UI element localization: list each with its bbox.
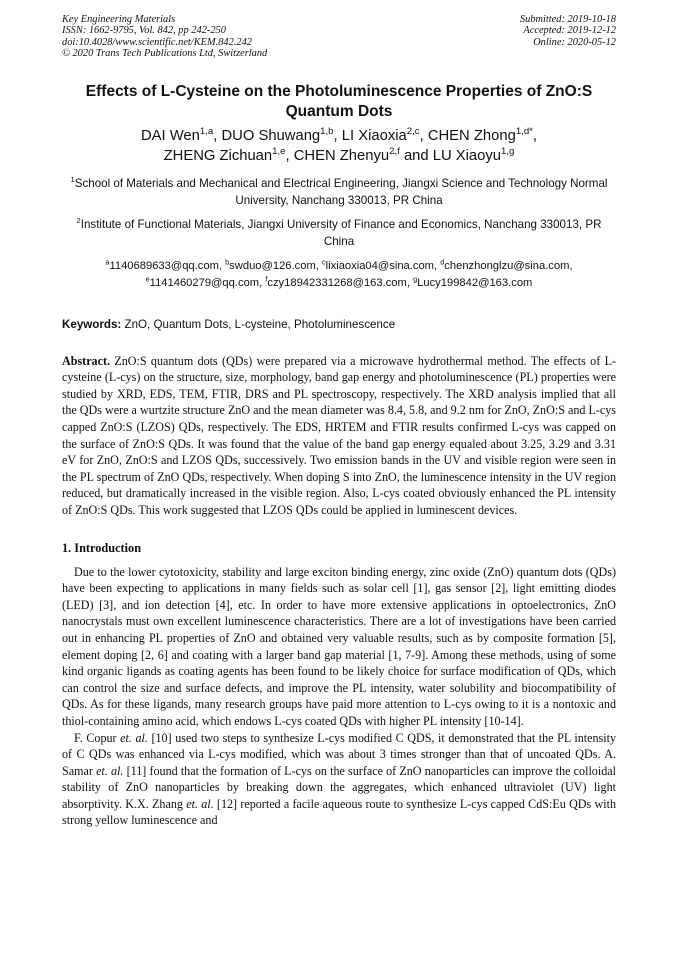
italic-run: et. al.	[186, 796, 214, 811]
journal-name: Key Engineering Materials	[62, 14, 176, 25]
email-separator: ,	[569, 259, 573, 272]
author-affiliation-mark: 1,g	[501, 146, 515, 158]
email-mark: f	[265, 273, 268, 283]
email-address[interactable]: 1141460279@qq.com	[149, 276, 260, 289]
author-name: LI Xiaoxia	[341, 127, 407, 144]
copyright-line: © 2020 Trans Tech Publications Ltd, Switzerland	[62, 48, 268, 60]
email-address[interactable]: czy18942331268@163.com	[267, 276, 407, 289]
author-name: CHEN Zhenyu	[293, 148, 390, 165]
paper-title: Effects of L-Cysteine on the Photoluminescence Properties of ZnO:S Quantum Dots	[85, 82, 593, 120]
author-list	[62, 126, 616, 167]
email-mark: a	[105, 256, 110, 266]
introduction-paragraph-2	[62, 730, 616, 830]
abstract-label: Abstract.	[62, 353, 111, 368]
email-mark: g	[413, 273, 418, 283]
keywords-text: ZnO, Quantum Dots, L-cysteine, Photoluminescence	[121, 317, 396, 331]
email-list	[62, 258, 616, 292]
affiliation-2	[62, 216, 616, 250]
author-separator: ,	[419, 127, 428, 144]
keywords	[62, 317, 616, 332]
submitted-date: Submitted: 2019-10-18	[519, 14, 616, 25]
section-heading-introduction: 1. Introduction	[62, 540, 142, 555]
author-affiliation-mark: 2,c	[406, 125, 420, 137]
accepted-date: Accepted: 2019-12-12	[523, 25, 616, 37]
author-affiliation-mark: 1,e	[272, 146, 286, 158]
affiliation-1-text: School of Materials and Mechanical and Electrical Engineering, Jiangxi Science and Technology Normal University, Nanchang 330013, PR China	[74, 176, 608, 207]
text-run: F. Copur	[74, 730, 121, 745]
author-name: DAI Wen	[140, 127, 200, 144]
online-date: Online: 2020-05-12	[533, 36, 616, 48]
email-separator: ,	[218, 259, 226, 272]
text-run: [12] reported a facile aqueous route to synthesize L-cys capped CdS:Eu QDs with strong yellow luminescence and	[62, 796, 617, 828]
affiliation-1-mark: 1	[70, 174, 75, 184]
author-name: DUO Shuwang	[221, 127, 321, 144]
keywords-label: Keywords:	[62, 317, 122, 331]
text-run: [11] found that the formation of L-cys on the surface of ZnO nanoparticles can improve the colloidal stability of ZnO nanoparticles by breaking down the aggregates, which enhanced ultraviolet (UV) light absorptivity. K.X. Zhang	[62, 763, 616, 811]
doi-line: doi:10.4028/www.scientific.net/KEM.842.242	[62, 36, 252, 48]
author-separator: ,	[285, 148, 294, 165]
journal-header	[62, 14, 616, 60]
email-mark: e	[145, 273, 150, 283]
abstract-text: ZnO:S quantum dots (QDs) were prepared via a microwave hydrothermal method. The effects of L-cysteine (L-cys) on the structure, size, morphology, band gap energy and photoluminescence (PL) properties were studied by XRD, EDS, TEM, FTIR, DRS and PL spectroscopy, respectively. The XRD analysis implied that all the QDs were a wurtzite structure ZnO and the mean diameter was 8.4, 5.8, and 9.2 nm for ZnO, ZnO:S and L-cys capped ZnO:S (LZOS) QDs, respectively. The EDS, HRTEM and FTIR results confirmed L-cys was capped on the surface of ZnO:S QDs. It was found that the value of the band gap energy equaled about 3.25, 3.29 and 3.31 eV for ZnO, ZnO:S and LZOS QDs, successively. Two emission bands in the UV and visible region were seen in the PL spectrum of ZnO QDs, respectively. When doping S into ZnO, the luminescence intensity in the UV region reduced, but dramatically increased in the visible region. Also, L-cys coated obviously enhanced the PL intensity of ZnO:S QDs. This work suggested that LZOS QDs could be applied in luminescent devices.	[62, 353, 616, 517]
email-separator: ,	[406, 276, 414, 289]
introduction-paragraph-1: Due to the lower cytotoxicity, stability and large exciton binding energy, zinc oxide (ZnO) quantum dots (QDs) have been expecting to applications in many fields such as solar cell [1], gas sensor [2], light emitting diodes (LED) [3], and ion detection [4], etc. In order to have more extensive applications in optoelectronics, ZnO nanocrystals must own excellent luminescence characteristics. There are a lot of investigations have been carried out in enhancing PL properties of ZnO and obtained very valuable results, such as by composite formation [5], element doping [2, 6] and coating with a larger band gap material [1, 7-9]. Among these methods, using of some kind organic ligands as coating agents has been found to be likely choice for surface modification of QDs, which can control the size and surface defects, and improve the PL intensity, water solubility and biocompatibility of QDs. As for these ligands, many research groups have paid more attention to L-cys owing to it is a nontoxic and thiol-containing amino acid, which endows L-cys coated QDs with higher PL intensity [10-14].	[62, 564, 616, 728]
author-name: ZHENG Zichuan	[163, 148, 273, 165]
author-separator: ,	[333, 127, 342, 144]
email-mark: c	[322, 256, 326, 266]
affiliation-2-text: Institute of Functional Materials, Jiangxi University of Finance and Economics, Nanchang 330013, PR China	[80, 217, 602, 248]
journal-info	[62, 14, 267, 60]
affiliation-1	[62, 175, 616, 209]
author-separator: ,	[213, 127, 222, 144]
dates-info	[520, 14, 616, 60]
email-mark: d	[440, 256, 445, 266]
author-affiliation-mark: 2,f	[389, 146, 400, 158]
author-affiliation-mark: 1,a	[199, 125, 214, 137]
email-separator: ,	[315, 259, 322, 272]
italic-run: et. al.	[96, 763, 124, 778]
paper-page	[62, 14, 616, 829]
author-separator: ,	[532, 127, 538, 144]
email-address[interactable]: 1140689633@qq.com	[109, 259, 219, 272]
author-name: LU Xiaoyu	[432, 148, 502, 165]
email-address[interactable]: lixiaoxia04@sina.com	[325, 259, 435, 272]
author-affiliation-mark: 1,d*	[515, 125, 533, 137]
email-address[interactable]: swduo@126.com	[229, 259, 316, 272]
email-address[interactable]: Lucy199842@163.com	[417, 276, 533, 289]
author-separator: and	[399, 148, 433, 165]
email-mark: b	[225, 256, 230, 266]
affiliation-2-mark: 2	[76, 215, 81, 225]
abstract	[62, 353, 616, 519]
italic-run: et. al.	[120, 730, 148, 745]
author-affiliation-mark: 1,b	[320, 125, 334, 137]
text-run: [10] used two steps to synthesize L-cys modified C QDS, it demonstrated that the PL intensity of C QDs was enhanced via L-cys modified, which was about 3 times stronger than that of uncoated QDs. A. Samar	[62, 730, 616, 778]
email-separator: ,	[434, 259, 441, 272]
author-name: CHEN Zhong	[427, 127, 516, 144]
email-separator: ,	[259, 276, 266, 289]
email-address[interactable]: chenzhonglzu@sina.com	[444, 259, 570, 272]
issn-line: ISSN: 1662-9795, Vol. 842, pp 242-250	[62, 25, 226, 37]
